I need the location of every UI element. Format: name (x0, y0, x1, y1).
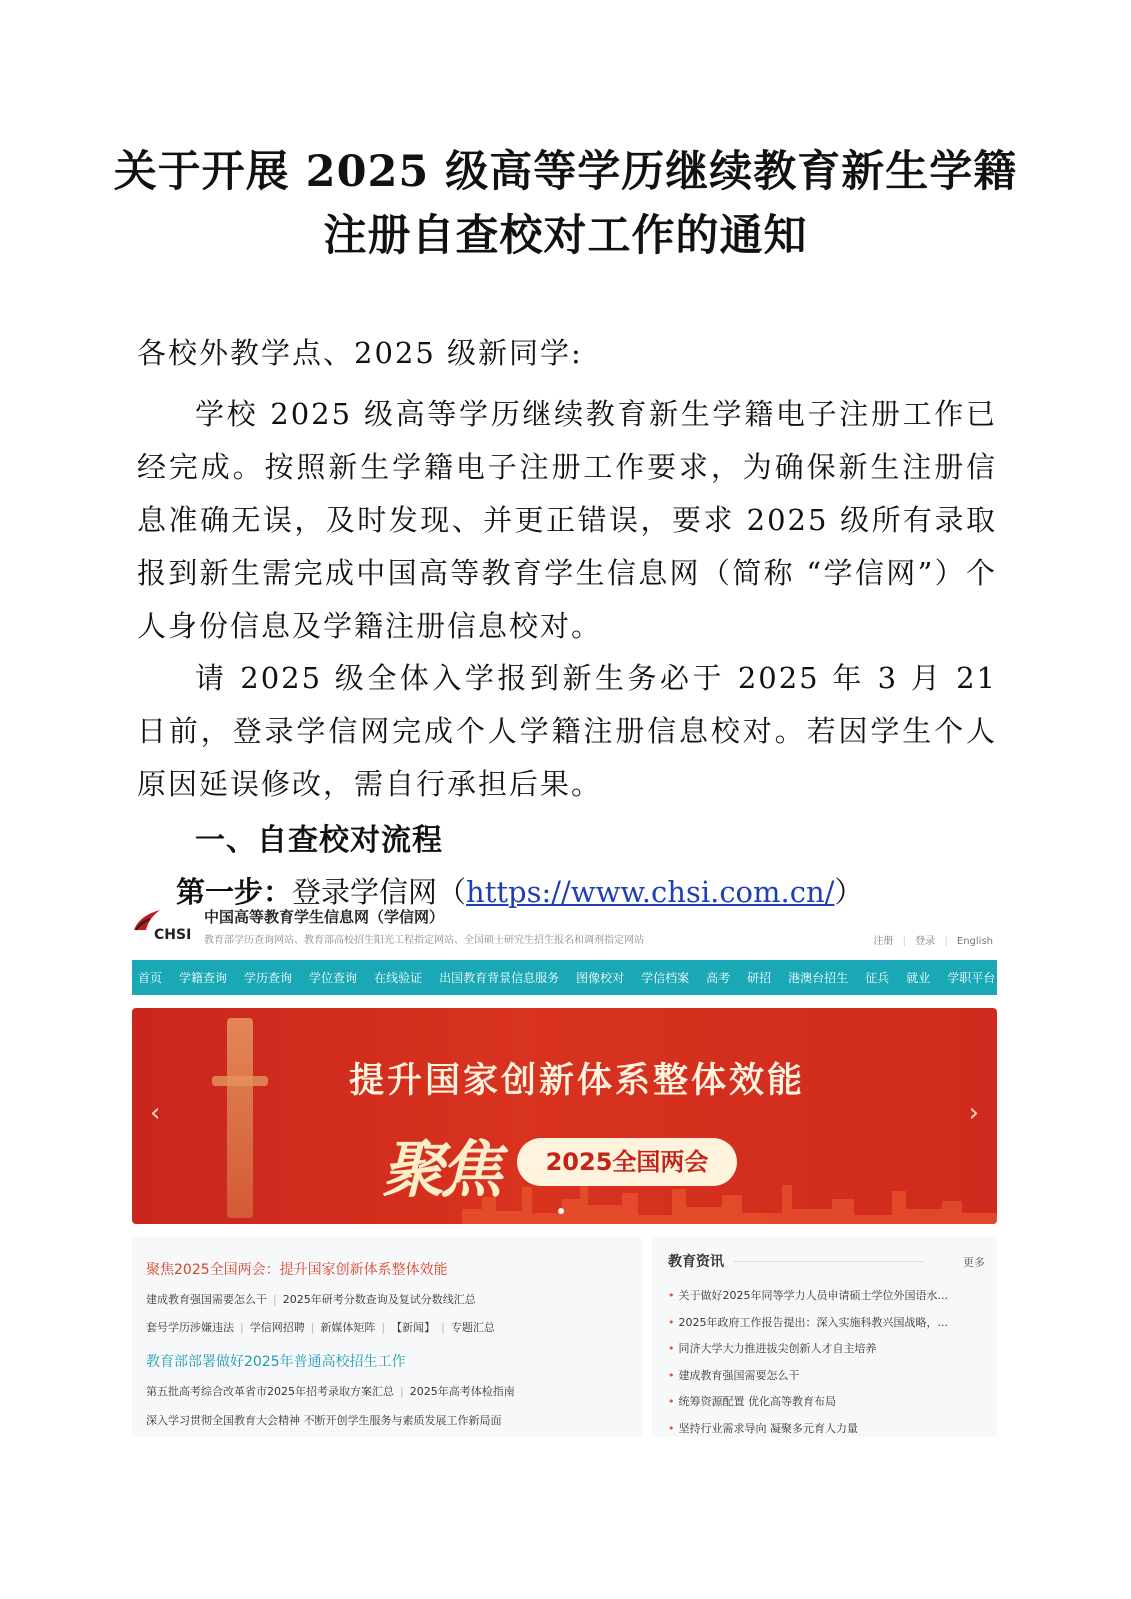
nav-item-xueji[interactable]: 学籍查询 (179, 971, 228, 985)
site-header (132, 900, 997, 955)
list-item-label: 建成教育强国需要怎么干 (678, 1368, 800, 1382)
chevron-left-icon[interactable]: ‹ (150, 1098, 161, 1128)
more-link[interactable]: 更多 (963, 1256, 985, 1269)
news-link[interactable]: 【新闻】 (391, 1321, 436, 1334)
featured-headline-1[interactable]: 聚焦2025全国两会：提升国家创新体系整体效能 (146, 1262, 448, 1278)
news-link[interactable]: 专题汇总 (450, 1321, 495, 1334)
paragraph-2: 请 2025 级全体入学报到新生务必于 2025 年 3 月 21 日前，登录学信网完成个人学籍注册信息校对。若因学生个人原因延误修改，需自行承担后果。 (137, 661, 997, 801)
step-1-label: 第一步： (176, 875, 293, 909)
news-link[interactable]: 2025年研考分数查询及复试分数线汇总 (282, 1293, 476, 1306)
news-row-3 (146, 1383, 515, 1399)
login-link[interactable]: 登录 (915, 936, 936, 947)
list-item-label: 坚持行业需求导向 凝聚多元育人力量 (678, 1421, 858, 1435)
list-item[interactable] (668, 1416, 948, 1443)
document-title (0, 140, 1131, 268)
divider: | (381, 1321, 386, 1334)
nav-item-xuewei[interactable]: 学位查询 (309, 971, 358, 985)
step-1-text: 登录学信网（ (292, 875, 467, 909)
bullet-icon: • (668, 1342, 675, 1355)
news-link[interactable]: 新媒体矩阵 (320, 1321, 376, 1334)
news-row-1 (146, 1291, 476, 1307)
site-name: 中国高等教育学生信息网（学信网） (204, 908, 445, 926)
list-item[interactable] (668, 1283, 948, 1310)
carousel-dot[interactable] (558, 1208, 564, 1214)
salutation: 各校外教学点、2025 级新同学: (137, 336, 583, 370)
nav-item-zhengbing[interactable]: 征兵 (865, 971, 890, 985)
news-row-4 (146, 1412, 502, 1428)
featured-headline-2[interactable]: 教育部部署做好2025年普通高校招生工作 (146, 1354, 406, 1370)
site-description: 教育部学历查询网站、教育部高校招生阳光工程指定网站、全国硕士研究生招生报名和调剂指定网站 (204, 935, 644, 946)
bullet-icon: • (668, 1395, 675, 1408)
banner-calligraphy: 聚焦 (382, 1133, 499, 1206)
english-link[interactable]: English (956, 936, 993, 947)
news-link[interactable]: 第五批高考综合改革省市2025年招考录取方案汇总 (146, 1385, 394, 1398)
nav-item-hmt[interactable]: 港澳台招生 (788, 971, 849, 985)
nav-item-xuezhi[interactable]: 学职平台 (947, 971, 996, 985)
divider: | (273, 1293, 277, 1306)
chevron-right-icon[interactable]: › (968, 1098, 979, 1128)
news-link[interactable]: 学信网招聘 (249, 1321, 305, 1334)
nav-item-home[interactable]: 首页 (138, 971, 163, 985)
list-item[interactable] (668, 1363, 948, 1390)
banner-badge: 2025全国两会 (517, 1138, 737, 1186)
divider: | (310, 1321, 315, 1334)
main-nav (132, 960, 997, 995)
nav-item-jiuye[interactable]: 就业 (906, 971, 931, 985)
top-links (867, 932, 993, 947)
news-row-2 (146, 1319, 495, 1335)
list-item[interactable] (668, 1389, 948, 1416)
divider (734, 1261, 924, 1262)
nav-item-archive[interactable]: 学信档案 (641, 971, 690, 985)
featured-news (132, 1237, 642, 1437)
nav-item-verify[interactable]: 在线验证 (374, 971, 423, 985)
news-link[interactable]: 2025年高考体检指南 (409, 1385, 515, 1398)
list-item[interactable] (668, 1310, 948, 1337)
nav-item-yanzhao[interactable]: 研招 (747, 971, 772, 985)
news-link[interactable]: 套号学历涉嫌违法 (146, 1321, 234, 1334)
logo-text: CHSI (154, 927, 192, 943)
list-item-label: 关于做好2025年同等学力人员申请硕士学位外国语水... (678, 1289, 948, 1302)
bullet-icon: • (668, 1289, 675, 1302)
list-item[interactable] (668, 1336, 948, 1363)
chsi-link[interactable]: https://www.chsi.com.cn/ (466, 875, 835, 909)
nav-item-abroad[interactable]: 出国教育背景信息服务 (439, 971, 560, 985)
education-news-panel (652, 1237, 997, 1437)
news-link[interactable]: 建成教育强国需要怎么干 (146, 1293, 267, 1306)
divider: | (902, 936, 906, 947)
divider: | (240, 1321, 244, 1334)
chsi-screenshot (132, 900, 997, 1460)
nav-item-gaokao[interactable]: 高考 (706, 971, 731, 985)
list-item-label: 2025年政府工作报告提出：深入实施科教兴国战略，... (678, 1315, 948, 1329)
huabiao-pillar (227, 1018, 253, 1218)
news-list (668, 1283, 948, 1442)
divider: | (441, 1321, 445, 1334)
divider: | (944, 936, 948, 947)
step-1-close: ） (834, 875, 864, 909)
bullet-icon: • (668, 1315, 675, 1329)
bullet-icon: • (668, 1421, 675, 1435)
list-item-label: 统筹资源配置 优化高等教育布局 (678, 1395, 836, 1408)
section-heading: 一、自查校对流程 (195, 823, 443, 858)
hero-banner[interactable] (132, 1008, 997, 1224)
register-link[interactable]: 注册 (873, 936, 894, 947)
divider: | (400, 1385, 404, 1398)
banner-headline: 提升国家创新体系整体效能 (348, 1061, 805, 1101)
nav-item-xueli[interactable]: 学历查询 (244, 971, 293, 985)
title-line-2: 注册自查校对工作的通知 (323, 211, 808, 261)
panel-title: 教育资讯 (668, 1254, 724, 1270)
bullet-icon: • (668, 1368, 675, 1382)
news-link[interactable]: 深入学习贯彻全国教育大会精神 不断开创学生服务与素质发展工作新局面 (146, 1414, 502, 1427)
title-line-1: 关于开展 2025 级高等学历继续教育新生学籍 (113, 147, 1018, 197)
paragraph-1: 学校 2025 级高等学历继续教育新生学籍电子注册工作已经完成。按照新生学籍电子注册工作要求，为确保新生注册信息准确无误，及时发现、并更正错误，要求 2025 级所有录取报到新生需完成中国高等教育学生信息网（简称 “学信网”）个人身份信息及学籍注册信息校对。 (137, 397, 997, 643)
list-item-label: 同济大学大力推进拔尖创新人才自主培养 (678, 1342, 877, 1355)
nav-item-photo[interactable]: 图像校对 (576, 971, 625, 985)
